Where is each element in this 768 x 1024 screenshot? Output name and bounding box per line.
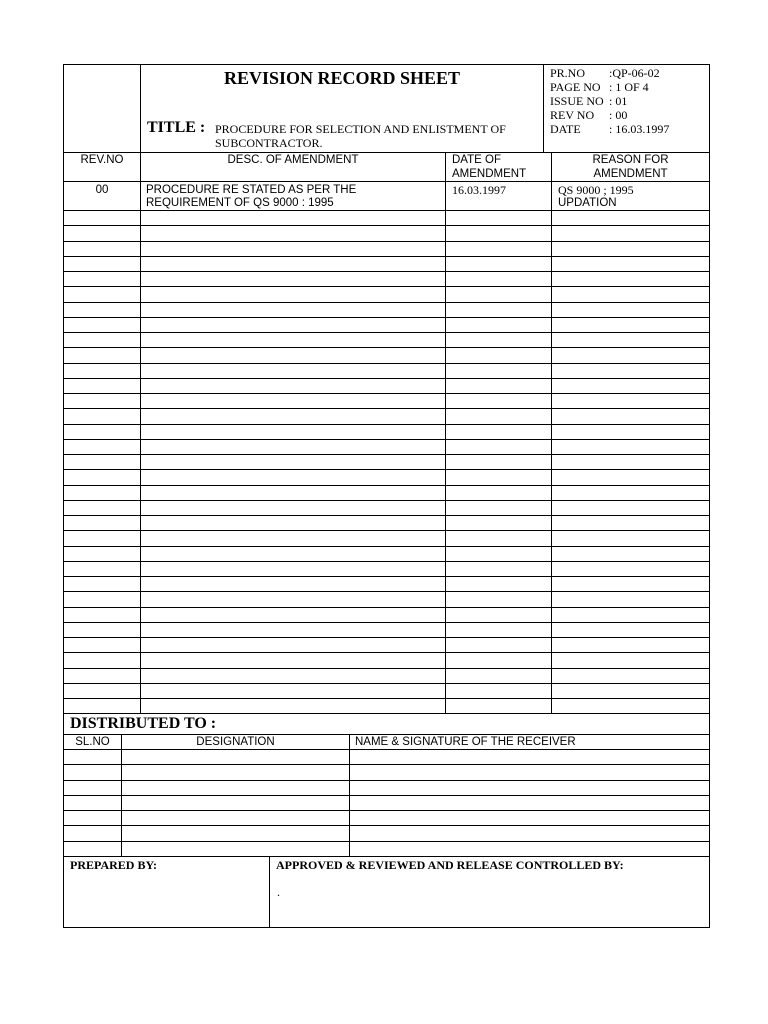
distribution-row-rule <box>64 810 709 811</box>
issue-no-label: ISSUE NO <box>550 94 604 108</box>
issue-no-value: : 01 <box>609 94 628 108</box>
date-header-line-1: DATE OF <box>452 154 501 166</box>
page-no-label: PAGE NO <box>550 80 601 94</box>
prepared-by-label: PREPARED BY: <box>70 858 158 872</box>
distribution-row-rule <box>64 825 709 826</box>
title-text-line-2: SUBCONTRACTOR. <box>215 136 323 150</box>
sheet-title: REVISION RECORD SHEET <box>223 68 461 88</box>
table-row-rule <box>64 302 709 303</box>
table-row-rule <box>64 378 709 379</box>
revision-header-rule <box>64 181 709 182</box>
header-info-divider <box>543 65 544 153</box>
table-row-rule <box>64 652 709 653</box>
table-row-rule <box>64 530 709 531</box>
table-row-rule <box>64 347 709 348</box>
row-rev-no: 00 <box>95 184 109 196</box>
row-desc-line-1: PROCEDURE RE STATED AS PER THE <box>146 184 357 196</box>
table-row-rule <box>64 363 709 364</box>
table-row-rule <box>64 225 709 226</box>
table-row-rule <box>64 256 709 257</box>
rev-no-header: REV.NO <box>80 154 124 166</box>
designation-header: DESIGNATION <box>196 736 275 748</box>
table-row-rule <box>64 622 709 623</box>
desc-col-divider <box>445 152 446 713</box>
footer-col-divider <box>269 856 270 928</box>
table-row-rule <box>64 668 709 669</box>
table-row-rule <box>64 271 709 272</box>
desc-header: DESC. OF AMENDMENT <box>227 154 359 166</box>
signature-dot: . <box>277 885 280 899</box>
table-row-rule <box>64 241 709 242</box>
title-label: TITLE : <box>147 119 206 136</box>
row-desc-line-2: REQUIREMENT OF QS 9000 : 1995 <box>146 197 334 209</box>
rev-no-label: REV NO <box>550 108 595 122</box>
table-row-rule <box>64 500 709 501</box>
table-row-rule <box>64 210 709 211</box>
table-row-rule <box>64 286 709 287</box>
table-row-rule <box>64 332 709 333</box>
table-row-rule <box>64 683 709 684</box>
revision-table-bottom-rule <box>64 713 709 714</box>
page-no-value: : 1 OF 4 <box>609 80 649 94</box>
table-row-rule <box>64 454 709 455</box>
table-row-rule <box>64 469 709 470</box>
row-date: 16.03.1997 <box>452 183 506 197</box>
reason-header-line-1: REASON FOR <box>592 154 669 166</box>
row-reason-line-1: QS 9000 ; 1995 <box>558 183 634 197</box>
rev-col-divider <box>140 152 141 713</box>
distribution-row-rule <box>64 764 709 765</box>
table-row-rule <box>64 591 709 592</box>
date-col-divider <box>551 152 552 713</box>
distribution-row-rule <box>64 795 709 796</box>
distribution-bottom-rule <box>64 856 709 857</box>
distribution-row-rule <box>64 780 709 781</box>
date-label: DATE <box>550 122 581 136</box>
pr-no-label: PR.NO <box>550 66 586 80</box>
table-row-rule <box>64 408 709 409</box>
reason-header-line-2: AMENDMENT <box>593 168 668 180</box>
rev-no-value: : 00 <box>609 108 628 122</box>
table-row-rule <box>64 424 709 425</box>
date-header-line-2: AMENDMENT <box>452 168 527 180</box>
distribution-row-rule <box>64 841 709 842</box>
table-row-rule <box>64 698 709 699</box>
table-row-rule <box>64 317 709 318</box>
document-info-block <box>550 66 710 136</box>
table-row-rule <box>64 607 709 608</box>
table-row-rule <box>64 393 709 394</box>
approved-by-label: APPROVED & REVIEWED AND RELEASE CONTROLLED BY: <box>276 858 624 872</box>
table-row-rule <box>64 546 709 547</box>
receiver-header: NAME & SIGNATURE OF THE RECEIVER <box>355 736 576 748</box>
distributed-to-heading: DISTRIBUTED TO : <box>70 715 217 732</box>
sl-no-header: SL.NO <box>75 736 110 748</box>
table-row-rule <box>64 637 709 638</box>
table-row-rule <box>64 561 709 562</box>
date-value: : 16.03.1997 <box>609 122 670 136</box>
row-reason-line-2: UPDATION <box>558 197 617 209</box>
table-row-rule <box>64 439 709 440</box>
revision-record-sheet <box>63 64 710 928</box>
table-row-rule <box>64 576 709 577</box>
distribution-row-rule <box>64 749 709 750</box>
pr-no-value: :QP-06-02 <box>609 66 660 80</box>
table-row-rule <box>64 485 709 486</box>
title-text-line-1: PROCEDURE FOR SELECTION AND ENLISTMENT OF <box>215 122 506 136</box>
table-row-rule <box>64 515 709 516</box>
